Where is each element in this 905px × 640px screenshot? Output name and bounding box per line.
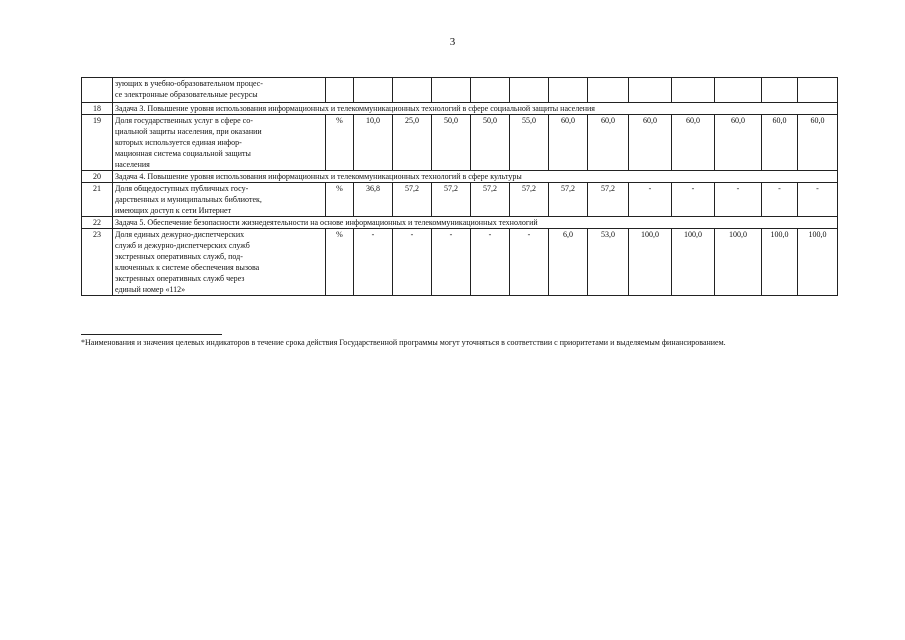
unit-cell — [326, 78, 354, 103]
text-line: мационная система социальной защиты — [115, 149, 251, 158]
value-cell: 60,0 — [798, 115, 838, 171]
footnote-divider — [81, 334, 222, 335]
table-row — [82, 115, 838, 171]
value-cell — [672, 78, 715, 103]
value-cell — [762, 78, 798, 103]
value-cell — [354, 78, 393, 103]
value-cell: 100,0 — [762, 229, 798, 296]
value-cell: - — [762, 183, 798, 217]
value-cell: 55,0 — [510, 115, 549, 171]
value-cell: 100,0 — [715, 229, 762, 296]
value-cell: 57,2 — [588, 183, 629, 217]
value-cell: 25,0 — [393, 115, 432, 171]
value-cell: 57,2 — [471, 183, 510, 217]
text-line: Доля общедоступных публичных госу- — [115, 184, 249, 193]
value-cell: - — [715, 183, 762, 217]
value-cell: 60,0 — [629, 115, 672, 171]
task-row — [82, 103, 838, 115]
value-cell: - — [672, 183, 715, 217]
value-cell: 50,0 — [432, 115, 471, 171]
indicator-name-cell — [113, 183, 326, 217]
value-cell: 60,0 — [762, 115, 798, 171]
text-line: Доля государственных услуг в сфере со- — [115, 116, 253, 125]
value-cell: 36,8 — [354, 183, 393, 217]
value-cell: - — [510, 229, 549, 296]
task-heading: Задача 4. Повышение уровня использования информационных и телекоммуникационных технологий в сфере культуры — [113, 171, 838, 183]
value-cell: 53,0 — [588, 229, 629, 296]
value-cell: 10,0 — [354, 115, 393, 171]
value-cell: 60,0 — [715, 115, 762, 171]
text-line: единый номер «112» — [115, 285, 186, 294]
value-cell: 100,0 — [672, 229, 715, 296]
text-line: Доля единых дежурно-диспетчерских — [115, 230, 245, 239]
footnote: *Наименования и значения целевых индикаторов в течение срока действия Государственной программы могут уточняться в соответствии с приоритетами и выделяемым финансированием. — [81, 338, 726, 347]
row-number-cell: 22 — [82, 217, 113, 229]
value-cell — [432, 78, 471, 103]
row-number-cell: 20 — [82, 171, 113, 183]
text-line: экстренных оперативных служб через — [115, 274, 245, 283]
text-line: дарственных и муниципальных библиотек, — [115, 195, 262, 204]
text-line: экстренных оперативных служб, под- — [115, 252, 243, 261]
value-cell: - — [354, 229, 393, 296]
page-number: 3 — [449, 36, 456, 48]
value-cell — [629, 78, 672, 103]
indicator-name-cell — [113, 229, 326, 296]
value-cell: 57,2 — [432, 183, 471, 217]
task-heading: Задача 3. Повышение уровня использования информационных и телекоммуникационных технологий в сфере социальной защиты населения — [113, 103, 838, 115]
value-cell: 57,2 — [549, 183, 588, 217]
unit-cell: % — [326, 183, 354, 217]
value-cell — [588, 78, 629, 103]
text-line: имеющих доступ к сети Интернет — [115, 206, 232, 215]
row-number-cell: 21 — [82, 183, 113, 217]
text-line: ключенных к системе обеспечения вызова — [115, 263, 260, 272]
value-cell — [549, 78, 588, 103]
value-cell — [715, 78, 762, 103]
indicator-name-cell — [113, 115, 326, 171]
value-cell: 57,2 — [393, 183, 432, 217]
task-heading: Задача 5. Обеспечение безопасности жизнедеятельности на основе информационных и телекоммуникационных технологий — [113, 217, 838, 229]
text-line: циальной защиты населения, при оказании — [115, 127, 262, 136]
value-cell: 6,0 — [549, 229, 588, 296]
table-row — [82, 78, 838, 103]
task-row — [82, 217, 838, 229]
value-cell: - — [798, 183, 838, 217]
text-line: зующих в учебно-образовательном процес- — [115, 79, 263, 88]
text-line: служб и дежурно-диспетчерских служб — [115, 241, 250, 250]
indicators-table — [81, 77, 838, 296]
table-row — [82, 229, 838, 296]
value-cell: 60,0 — [672, 115, 715, 171]
value-cell: - — [471, 229, 510, 296]
task-row — [82, 171, 838, 183]
unit-cell: % — [326, 115, 354, 171]
row-number-cell: 23 — [82, 229, 113, 296]
unit-cell: % — [326, 229, 354, 296]
text-line: которых используется единая инфор- — [115, 138, 242, 147]
value-cell — [471, 78, 510, 103]
row-number-cell: 18 — [82, 103, 113, 115]
row-number-cell: 19 — [82, 115, 113, 171]
value-cell: 60,0 — [549, 115, 588, 171]
text-line: населения — [115, 160, 150, 169]
value-cell: 57,2 — [510, 183, 549, 217]
table-row — [82, 183, 838, 217]
value-cell: - — [393, 229, 432, 296]
value-cell — [510, 78, 549, 103]
indicator-name-cell — [113, 78, 326, 103]
value-cell: 50,0 — [471, 115, 510, 171]
text-line: се электронные образовательные ресурсы — [115, 90, 258, 99]
value-cell: 100,0 — [629, 229, 672, 296]
value-cell: 100,0 — [798, 229, 838, 296]
value-cell — [393, 78, 432, 103]
value-cell: - — [432, 229, 471, 296]
row-number-cell — [82, 78, 113, 103]
value-cell: 60,0 — [588, 115, 629, 171]
value-cell — [798, 78, 838, 103]
value-cell: - — [629, 183, 672, 217]
